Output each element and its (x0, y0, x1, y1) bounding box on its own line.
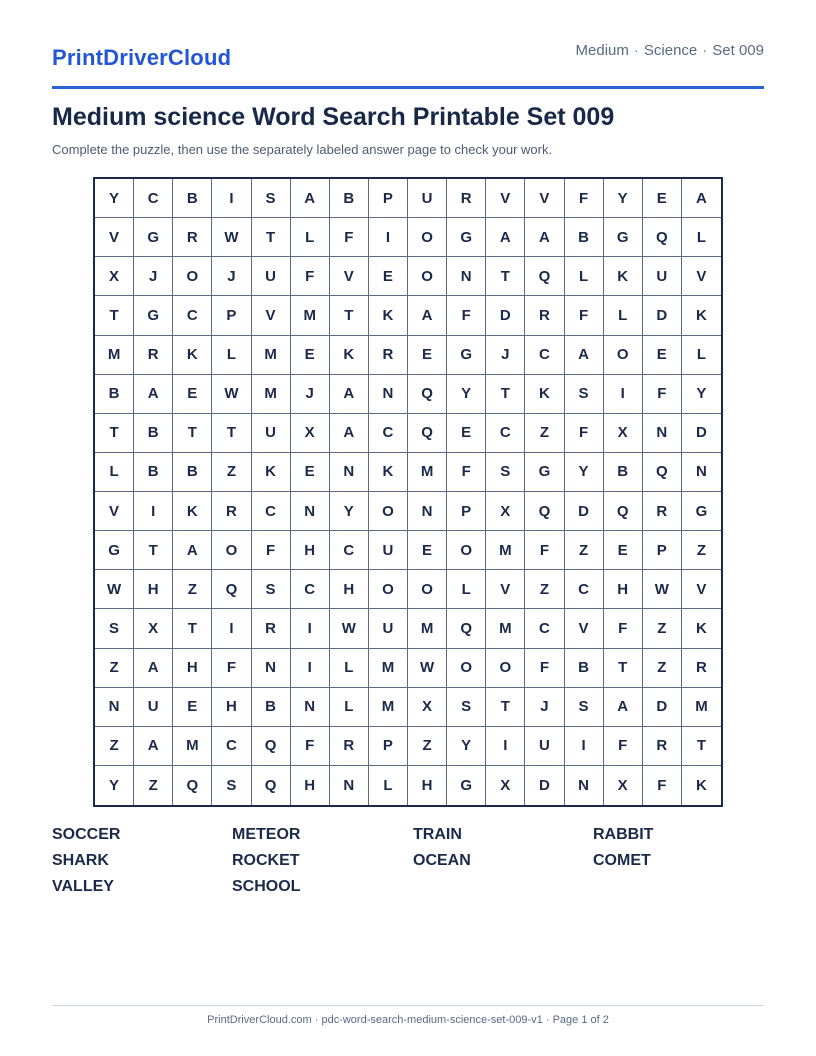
grid-cell[interactable]: V (95, 218, 134, 257)
grid-cell[interactable]: A (604, 688, 643, 727)
grid-cell[interactable]: Y (682, 375, 721, 414)
grid-cell[interactable]: T (682, 727, 721, 766)
grid-cell[interactable]: O (369, 492, 408, 531)
grid-cell[interactable]: X (604, 766, 643, 805)
grid-cell[interactable]: G (134, 296, 173, 335)
grid-cell[interactable]: Q (643, 218, 682, 257)
grid-cell[interactable]: L (212, 336, 251, 375)
grid-cell[interactable]: O (369, 570, 408, 609)
grid-cell[interactable]: E (173, 375, 212, 414)
grid-cell[interactable]: Q (173, 766, 212, 805)
grid-cell[interactable]: Z (643, 649, 682, 688)
grid-cell[interactable]: I (604, 375, 643, 414)
footer-separator: · (314, 1014, 319, 1026)
grid-cell[interactable]: E (447, 414, 486, 453)
grid-cell[interactable]: T (212, 414, 251, 453)
grid-cell[interactable]: F (643, 766, 682, 805)
grid-cell[interactable]: U (252, 257, 291, 296)
grid-cell[interactable]: D (565, 492, 604, 531)
grid-cell[interactable]: E (643, 179, 682, 218)
page-title: Medium science Word Search Printable Set 009 (52, 103, 615, 131)
grid-cell[interactable]: N (291, 492, 330, 531)
grid-cell[interactable]: B (173, 179, 212, 218)
page-subtitle: Complete the puzzle, then use the separately labeled answer page to check your work. (52, 142, 553, 157)
grid-cell[interactable]: N (252, 649, 291, 688)
grid-cell[interactable]: O (408, 257, 447, 296)
grid-cell[interactable]: L (604, 296, 643, 335)
grid-cell[interactable]: N (95, 688, 134, 727)
grid-cell[interactable]: J (525, 688, 564, 727)
grid-cell[interactable]: F (525, 531, 564, 570)
grid-cell[interactable]: E (291, 336, 330, 375)
grid-cell[interactable]: Y (95, 179, 134, 218)
word-list-item: ROCKET (232, 852, 300, 869)
footer-doc-id: pdc-word-search-medium-science-set-009-v1 (321, 1014, 543, 1026)
grid-cell[interactable]: X (291, 414, 330, 453)
grid-cell[interactable]: Y (330, 492, 369, 531)
grid-cell[interactable]: H (330, 570, 369, 609)
grid-cell[interactable]: C (525, 609, 564, 648)
grid-cell[interactable]: P (447, 492, 486, 531)
grid-cell[interactable]: V (95, 492, 134, 531)
grid-cell[interactable]: S (486, 453, 525, 492)
grid-cell[interactable]: I (369, 218, 408, 257)
word-list-item: RABBIT (593, 826, 654, 843)
grid-cell[interactable]: F (447, 453, 486, 492)
grid-cell[interactable]: R (134, 336, 173, 375)
grid-cell[interactable]: X (408, 688, 447, 727)
grid-cell[interactable]: I (565, 727, 604, 766)
grid-cell[interactable]: A (134, 649, 173, 688)
grid-cell[interactable]: Z (95, 727, 134, 766)
grid-cell[interactable]: A (486, 218, 525, 257)
grid-cell[interactable]: Q (252, 727, 291, 766)
word-list-item: VALLEY (52, 878, 114, 895)
grid-cell[interactable]: B (134, 414, 173, 453)
grid-cell[interactable]: W (408, 649, 447, 688)
grid-cell[interactable]: N (330, 766, 369, 805)
grid-cell[interactable]: R (252, 609, 291, 648)
grid-cell[interactable]: F (291, 727, 330, 766)
grid-cell[interactable]: Q (408, 375, 447, 414)
grid-cell[interactable]: V (330, 257, 369, 296)
grid-cell[interactable]: F (565, 414, 604, 453)
grid-cell[interactable]: L (447, 570, 486, 609)
grid-cell[interactable]: Y (604, 179, 643, 218)
footer-page-number: Page 1 of 2 (552, 1014, 609, 1026)
grid-cell[interactable]: T (95, 414, 134, 453)
grid-cell[interactable]: O (604, 336, 643, 375)
grid-cell[interactable]: Q (525, 257, 564, 296)
grid-cell[interactable]: Q (447, 609, 486, 648)
grid-cell[interactable]: A (134, 727, 173, 766)
grid-cell[interactable]: F (565, 179, 604, 218)
grid-cell[interactable]: C (173, 296, 212, 335)
grid-cell[interactable]: X (604, 414, 643, 453)
grid-cell[interactable]: M (486, 609, 525, 648)
grid-cell[interactable]: V (252, 296, 291, 335)
footer-separator: · (545, 1014, 550, 1026)
grid-cell[interactable]: Q (212, 570, 251, 609)
grid-cell[interactable]: R (330, 727, 369, 766)
grid-cell[interactable]: T (486, 375, 525, 414)
grid-cell[interactable]: E (643, 336, 682, 375)
grid-cell[interactable]: M (95, 336, 134, 375)
grid-cell[interactable]: O (212, 531, 251, 570)
grid-cell[interactable]: R (212, 492, 251, 531)
grid-cell[interactable]: Q (408, 414, 447, 453)
grid-cell[interactable]: R (525, 296, 564, 335)
grid-cell[interactable]: C (369, 414, 408, 453)
grid-cell[interactable]: C (291, 570, 330, 609)
breadcrumb-set[interactable]: Set 009 (712, 42, 764, 59)
grid-cell[interactable]: N (682, 453, 721, 492)
grid-cell[interactable]: D (643, 296, 682, 335)
grid-cell[interactable]: Z (408, 727, 447, 766)
grid-cell[interactable]: F (604, 727, 643, 766)
grid-cell[interactable]: N (330, 453, 369, 492)
grid-cell[interactable]: A (330, 414, 369, 453)
grid-cell[interactable]: M (486, 531, 525, 570)
word-list-item: COMET (593, 852, 651, 869)
grid-cell[interactable]: E (173, 688, 212, 727)
grid-cell[interactable]: K (330, 336, 369, 375)
grid-cell[interactable]: F (525, 649, 564, 688)
grid-cell[interactable]: L (291, 218, 330, 257)
grid-cell[interactable]: B (565, 649, 604, 688)
grid-cell[interactable]: B (134, 453, 173, 492)
grid-cell[interactable]: R (447, 179, 486, 218)
grid-cell[interactable]: M (291, 296, 330, 335)
grid-cell[interactable]: S (565, 688, 604, 727)
grid-cell[interactable]: Y (565, 453, 604, 492)
grid-cell[interactable]: U (134, 688, 173, 727)
grid-cell[interactable]: S (95, 609, 134, 648)
grid-cell[interactable]: G (682, 492, 721, 531)
grid-cell[interactable]: X (95, 257, 134, 296)
grid-cell[interactable]: L (95, 453, 134, 492)
grid-cell[interactable]: T (604, 649, 643, 688)
grid-cell[interactable]: U (252, 414, 291, 453)
grid-cell[interactable]: N (408, 492, 447, 531)
grid-cell[interactable]: U (525, 727, 564, 766)
grid-cell[interactable]: B (173, 453, 212, 492)
grid-cell[interactable]: A (525, 218, 564, 257)
grid-cell[interactable]: K (369, 453, 408, 492)
word-list-item: METEOR (232, 826, 301, 843)
grid-cell[interactable]: M (369, 688, 408, 727)
grid-cell[interactable]: O (486, 649, 525, 688)
grid-cell[interactable]: A (173, 531, 212, 570)
grid-cell[interactable]: J (134, 257, 173, 296)
word-list-item: SCHOOL (232, 878, 301, 895)
grid-cell[interactable]: S (447, 688, 486, 727)
grid-cell[interactable]: R (173, 218, 212, 257)
grid-cell[interactable]: N (447, 257, 486, 296)
grid-cell[interactable]: Z (565, 531, 604, 570)
grid-cell[interactable]: F (291, 257, 330, 296)
grid-cell[interactable]: F (252, 531, 291, 570)
grid-cell[interactable]: S (212, 766, 251, 805)
grid-cell[interactable]: L (565, 257, 604, 296)
page-header (52, 36, 764, 89)
grid-cell[interactable]: E (291, 453, 330, 492)
grid-cell[interactable]: U (643, 257, 682, 296)
grid-cell[interactable]: N (369, 375, 408, 414)
grid-cell[interactable]: C (525, 336, 564, 375)
footer-site: PrintDriverCloud.com (207, 1014, 312, 1026)
grid-cell[interactable]: L (369, 766, 408, 805)
grid-cell[interactable]: B (252, 688, 291, 727)
grid-cell[interactable]: F (330, 218, 369, 257)
grid-cell[interactable]: S (565, 375, 604, 414)
grid-cell[interactable]: G (604, 218, 643, 257)
grid-cell[interactable]: C (565, 570, 604, 609)
grid-cell[interactable]: T (330, 296, 369, 335)
grid-cell[interactable]: S (252, 570, 291, 609)
grid-cell[interactable]: K (682, 296, 721, 335)
grid-cell[interactable]: H (291, 531, 330, 570)
grid-cell[interactable]: W (95, 570, 134, 609)
grid-cell[interactable]: M (252, 375, 291, 414)
grid-cell[interactable]: G (447, 766, 486, 805)
grid-cell[interactable]: X (134, 609, 173, 648)
grid-cell[interactable]: G (447, 336, 486, 375)
grid-cell[interactable]: V (682, 257, 721, 296)
grid-cell[interactable]: Q (252, 766, 291, 805)
grid-cell[interactable]: G (95, 531, 134, 570)
grid-cell[interactable]: A (134, 375, 173, 414)
grid-cell[interactable]: K (173, 336, 212, 375)
grid-cell[interactable]: P (369, 179, 408, 218)
grid-cell[interactable]: Z (212, 453, 251, 492)
grid-cell[interactable]: M (369, 649, 408, 688)
breadcrumb-separator: · (702, 42, 708, 59)
grid-cell[interactable]: P (643, 531, 682, 570)
grid-cell[interactable]: Z (525, 414, 564, 453)
grid-cell[interactable]: N (643, 414, 682, 453)
word-list-item: SOCCER (52, 826, 121, 843)
word-list-item: OCEAN (413, 852, 471, 869)
grid-cell[interactable]: W (212, 375, 251, 414)
grid-cell[interactable]: P (369, 727, 408, 766)
grid-cell[interactable]: N (291, 688, 330, 727)
grid-cell[interactable]: Q (643, 453, 682, 492)
grid-cell[interactable]: O (447, 531, 486, 570)
grid-cell[interactable]: C (486, 414, 525, 453)
grid-cell[interactable]: V (525, 179, 564, 218)
grid-cell[interactable]: U (408, 179, 447, 218)
grid-cell[interactable]: K (682, 609, 721, 648)
grid-cell[interactable]: F (643, 375, 682, 414)
grid-cell[interactable]: I (212, 179, 251, 218)
grid-cell[interactable]: D (525, 766, 564, 805)
breadcrumb-separator: · (633, 42, 639, 59)
breadcrumb (576, 42, 764, 59)
grid-cell[interactable]: Y (447, 727, 486, 766)
grid-cell[interactable]: H (408, 766, 447, 805)
word-list-item: SHARK (52, 852, 109, 869)
grid-cell[interactable]: F (447, 296, 486, 335)
grid-cell[interactable]: R (369, 336, 408, 375)
grid-cell[interactable]: N (565, 766, 604, 805)
grid-cell[interactable]: E (408, 531, 447, 570)
grid-cell[interactable]: K (604, 257, 643, 296)
grid-cell[interactable]: I (486, 727, 525, 766)
grid-cell[interactable]: Z (682, 531, 721, 570)
grid-cell[interactable]: K (696, 776, 707, 794)
grid-cell[interactable]: R (682, 649, 721, 688)
grid-cell[interactable]: L (682, 336, 721, 375)
grid-cell[interactable]: P (212, 296, 251, 335)
grid-cell[interactable]: I (134, 492, 173, 531)
grid-cell[interactable]: H (604, 570, 643, 609)
brand-logo[interactable]: PrintDriverCloud (52, 45, 232, 70)
grid-cell[interactable]: U (369, 531, 408, 570)
word-search-grid (93, 177, 723, 807)
grid-cell[interactable]: M (408, 453, 447, 492)
page-footer (52, 1014, 764, 1026)
grid-cell[interactable]: R (643, 492, 682, 531)
grid-cell[interactable]: A (291, 179, 330, 218)
grid-cell[interactable]: J (486, 336, 525, 375)
grid-cell[interactable]: K (525, 375, 564, 414)
grid-cell[interactable]: A (330, 375, 369, 414)
grid-cell[interactable]: I (291, 609, 330, 648)
grid-cell[interactable]: L (330, 688, 369, 727)
grid-cell[interactable]: T (173, 414, 212, 453)
grid-cell[interactable]: E (408, 336, 447, 375)
grid-cell[interactable]: A (565, 336, 604, 375)
grid-cell[interactable]: Z (95, 649, 134, 688)
breadcrumb-subject[interactable]: Science (643, 42, 698, 59)
grid-cell[interactable]: T (486, 688, 525, 727)
word-list (52, 824, 764, 902)
grid-cell[interactable]: I (212, 609, 251, 648)
grid-cell[interactable]: O (447, 649, 486, 688)
grid-cell[interactable]: G (525, 453, 564, 492)
grid-cell[interactable]: V (486, 179, 525, 218)
grid-cell[interactable]: L (682, 218, 721, 257)
grid-cell[interactable]: B (604, 453, 643, 492)
grid-cell[interactable]: C (330, 531, 369, 570)
grid-cell[interactable]: O (408, 218, 447, 257)
grid-cell[interactable]: I (291, 649, 330, 688)
grid-cell[interactable]: Y (447, 375, 486, 414)
grid-cell[interactable]: T (173, 609, 212, 648)
grid-cell[interactable]: E (369, 257, 408, 296)
grid-cell[interactable]: B (330, 179, 369, 218)
grid-cell[interactable]: X (486, 766, 525, 805)
grid-cell[interactable]: E (604, 531, 643, 570)
grid-cell[interactable]: F (604, 609, 643, 648)
grid-cell[interactable]: C (252, 492, 291, 531)
breadcrumb-difficulty[interactable]: Medium (575, 42, 629, 59)
grid-cell[interactable]: O (408, 570, 447, 609)
grid-cell[interactable]: K (369, 296, 408, 335)
word-list-item: TRAIN (413, 826, 462, 843)
grid-cell[interactable]: H (134, 570, 173, 609)
grid-cell[interactable]: U (369, 609, 408, 648)
grid-cell[interactable]: T (95, 296, 134, 335)
grid-cell[interactable]: G (447, 218, 486, 257)
grid-cell[interactable]: Y (95, 766, 134, 805)
grid-cell[interactable]: F (565, 296, 604, 335)
grid-cell[interactable]: F (212, 649, 251, 688)
grid-cell[interactable]: O (173, 257, 212, 296)
grid-cell[interactable]: T (134, 531, 173, 570)
grid-cell[interactable]: M (252, 336, 291, 375)
grid-cell[interactable]: W (643, 570, 682, 609)
footer-divider (52, 1005, 764, 1006)
grid-cell[interactable]: Q (525, 492, 564, 531)
grid-cell[interactable]: C (212, 727, 251, 766)
grid-cell[interactable]: D (682, 414, 721, 453)
grid-cell[interactable]: V (682, 570, 721, 609)
grid-cell[interactable]: W (212, 218, 251, 257)
grid-cell[interactable]: D (643, 688, 682, 727)
grid-cell[interactable]: A (682, 179, 721, 218)
grid-cell[interactable]: D (486, 296, 525, 335)
grid-cell[interactable]: M (408, 609, 447, 648)
grid-cell[interactable]: R (643, 727, 682, 766)
grid-cell[interactable]: Z (525, 570, 564, 609)
grid-cell[interactable]: S (252, 179, 291, 218)
grid-cell[interactable]: H (173, 649, 212, 688)
grid-cell[interactable]: J (212, 257, 251, 296)
grid-cell[interactable]: Z (173, 570, 212, 609)
grid-cell[interactable]: V (486, 570, 525, 609)
grid-cell[interactable]: C (134, 179, 173, 218)
grid-cell[interactable]: V (565, 609, 604, 648)
grid-cell[interactable]: B (565, 218, 604, 257)
grid-cell[interactable]: W (330, 609, 369, 648)
grid-cell[interactable]: X (486, 492, 525, 531)
grid-cell[interactable]: A (408, 296, 447, 335)
grid-cell[interactable]: G (134, 218, 173, 257)
grid-cell[interactable]: M (682, 688, 721, 727)
grid-cell[interactable]: H (212, 688, 251, 727)
grid-cell[interactable]: K (173, 492, 212, 531)
grid-cell[interactable]: Z (134, 766, 173, 805)
grid-cell[interactable]: Z (643, 609, 682, 648)
grid-cell[interactable]: J (291, 375, 330, 414)
grid-cell[interactable]: Q (604, 492, 643, 531)
grid-cell[interactable]: T (486, 257, 525, 296)
grid-cell[interactable]: T (252, 218, 291, 257)
grid-cell[interactable]: K (252, 453, 291, 492)
grid-cell[interactable]: L (330, 649, 369, 688)
grid-cell[interactable]: H (291, 766, 330, 805)
grid-cell[interactable]: B (95, 375, 134, 414)
grid-cell[interactable]: M (173, 727, 212, 766)
